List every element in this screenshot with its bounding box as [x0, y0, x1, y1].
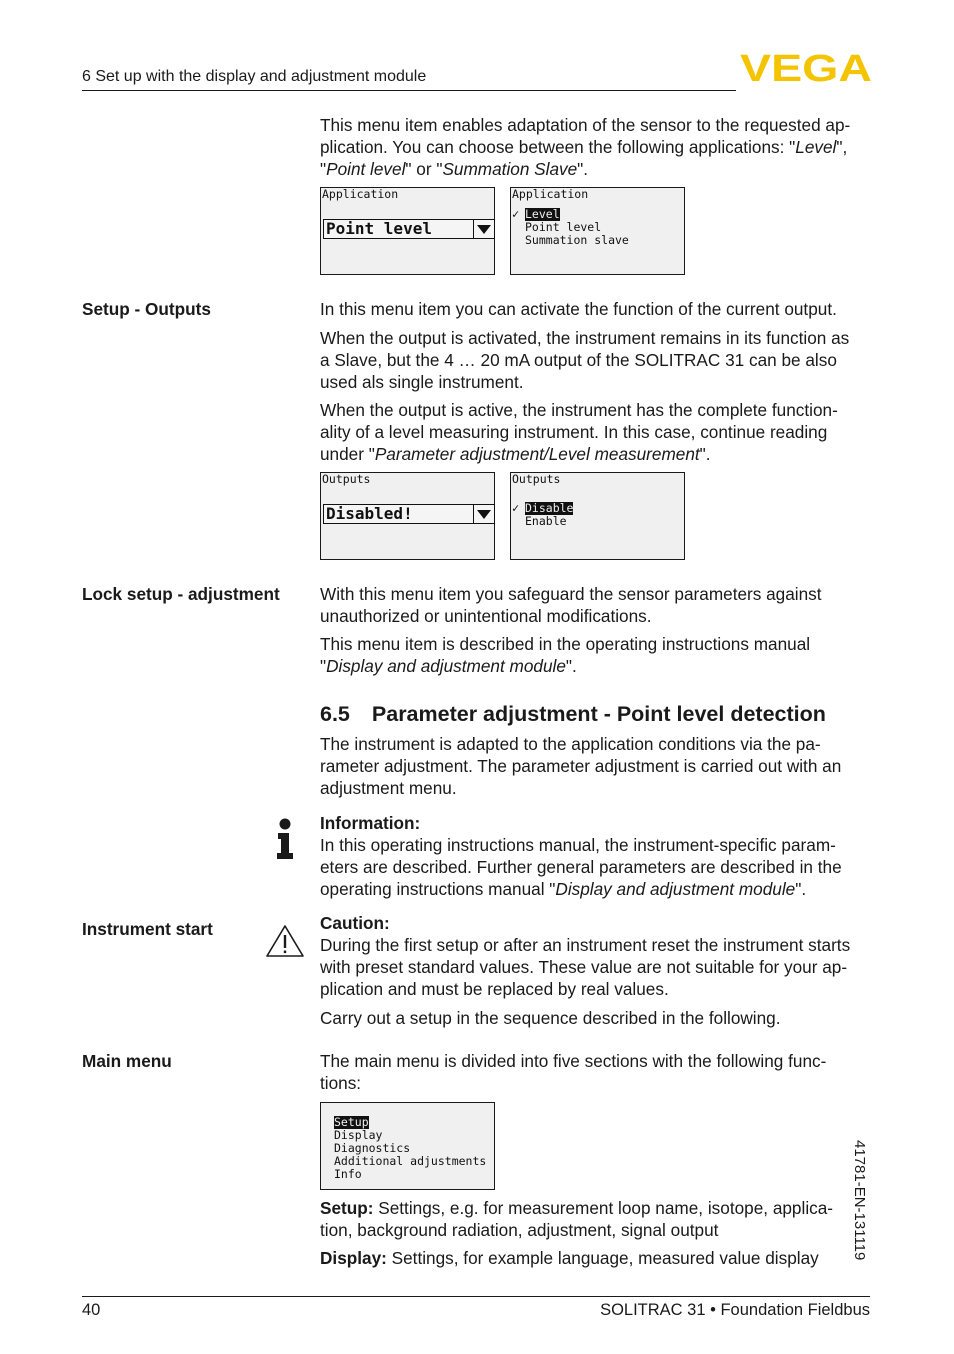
menu-item-display[interactable]: Display — [334, 1128, 383, 1142]
side-heading-outputs: Setup - Outputs — [82, 299, 211, 319]
main-menu-text: The main menu is divided into five sections with the following func- tions: — [320, 1051, 827, 1093]
information-icon — [274, 818, 296, 860]
side-heading-instrument-start: Instrument start — [82, 919, 213, 939]
checkmark-icon: ✓ — [512, 501, 520, 515]
warning-icon — [265, 924, 305, 958]
menu-item-setup[interactable]: Setup — [334, 1115, 369, 1129]
menu-item-info[interactable]: Info — [334, 1167, 362, 1181]
outputs-dropdown[interactable]: Disabled! — [323, 504, 495, 524]
outputs-text: In this menu item you can activate the function of the current output. When the output is activated, the instrument remains in its function as a Slave, but the 4 … 20 mA output of the SOLITRAC 31 can be also used als single instrument. When the output is active, the instrument has the complete function- ality of a level measuring instrument. In this case, continue reading under "Parameter adjustment/Level measurement". — [320, 299, 850, 464]
menu-item-additional-adjustments[interactable]: Additional adjustments — [334, 1154, 487, 1168]
running-header: 6 Set up with the display and adjustment module — [82, 68, 427, 85]
lcd-application-select: Application Point level — [320, 187, 495, 275]
menu-item-diagnostics[interactable]: Diagnostics — [334, 1141, 411, 1155]
option-point-level[interactable]: Point level — [525, 220, 602, 234]
side-heading-main-menu: Main menu — [82, 1051, 172, 1071]
product-name: SOLITRAC 31 • Foundation Fieldbus — [600, 1301, 870, 1319]
page-number: 40 — [82, 1301, 101, 1319]
vega-logo-text: VEGA — [740, 52, 872, 84]
footer-rule — [82, 1296, 870, 1297]
lock-text: With this menu item you safeguard the sensor parameters against unauthorized or unintentional modifications. This menu item is described in the operating instructions manual "Display and adjustment module". — [320, 584, 822, 676]
caution-block: Caution: During the first setup or after an instrument reset the instrument starts with preset standard values. These value are not suitable for your ap- plication and must be replaced by real values. Carry out a setup in the sequence described in the following. — [320, 913, 851, 1028]
option-summation-slave[interactable]: Summation slave — [525, 233, 629, 247]
side-heading-lock: Lock setup - adjustment — [82, 584, 280, 604]
option-level[interactable]: Level — [525, 207, 560, 221]
option-enable[interactable]: Enable — [525, 514, 567, 528]
vega-logo — [740, 52, 874, 84]
menu-descriptions: Setup: Settings, e.g. for measurement loop name, isotope, applica- tion, background radiation, adjustment, signal output Display: Settings, for example language, measured value display — [320, 1198, 834, 1268]
intro-paragraph: This menu item enables adaptation of the sensor to the requested ap- plication. You can choose between the following applications: "Level", "Point level" or "Summation Slave". — [320, 115, 851, 179]
option-disable[interactable]: Disable — [525, 501, 574, 515]
lcd-outputs-list: Outputs ✓ Disable Enable — [510, 472, 685, 560]
checkmark-icon: ✓ — [512, 207, 520, 221]
lcd-outputs-select: Outputs Disabled! — [320, 472, 495, 560]
section-intro: The instrument is adapted to the application conditions via the pa- rameter adjustment. The parameter adjustment is carried out with an adjustment menu. — [320, 734, 842, 798]
header-rule — [82, 90, 736, 91]
information-block: Information: In this operating instructions manual, the instrument-specific param- eters are described. Further general parameters are described in the operating instructions manual "Display and adjustment module". — [320, 813, 842, 899]
section-heading: 6.5 Parameter adjustment - Point level detection — [320, 702, 826, 726]
lcd-application-list: Application ✓ Level Point level Summation slave — [510, 187, 685, 275]
lcd-main-menu — [320, 1102, 495, 1190]
chevron-down-icon — [473, 505, 494, 523]
chevron-down-icon — [473, 220, 494, 238]
document-number: 41781-EN-131119 — [851, 1140, 868, 1261]
application-dropdown[interactable]: Point level — [323, 219, 495, 239]
